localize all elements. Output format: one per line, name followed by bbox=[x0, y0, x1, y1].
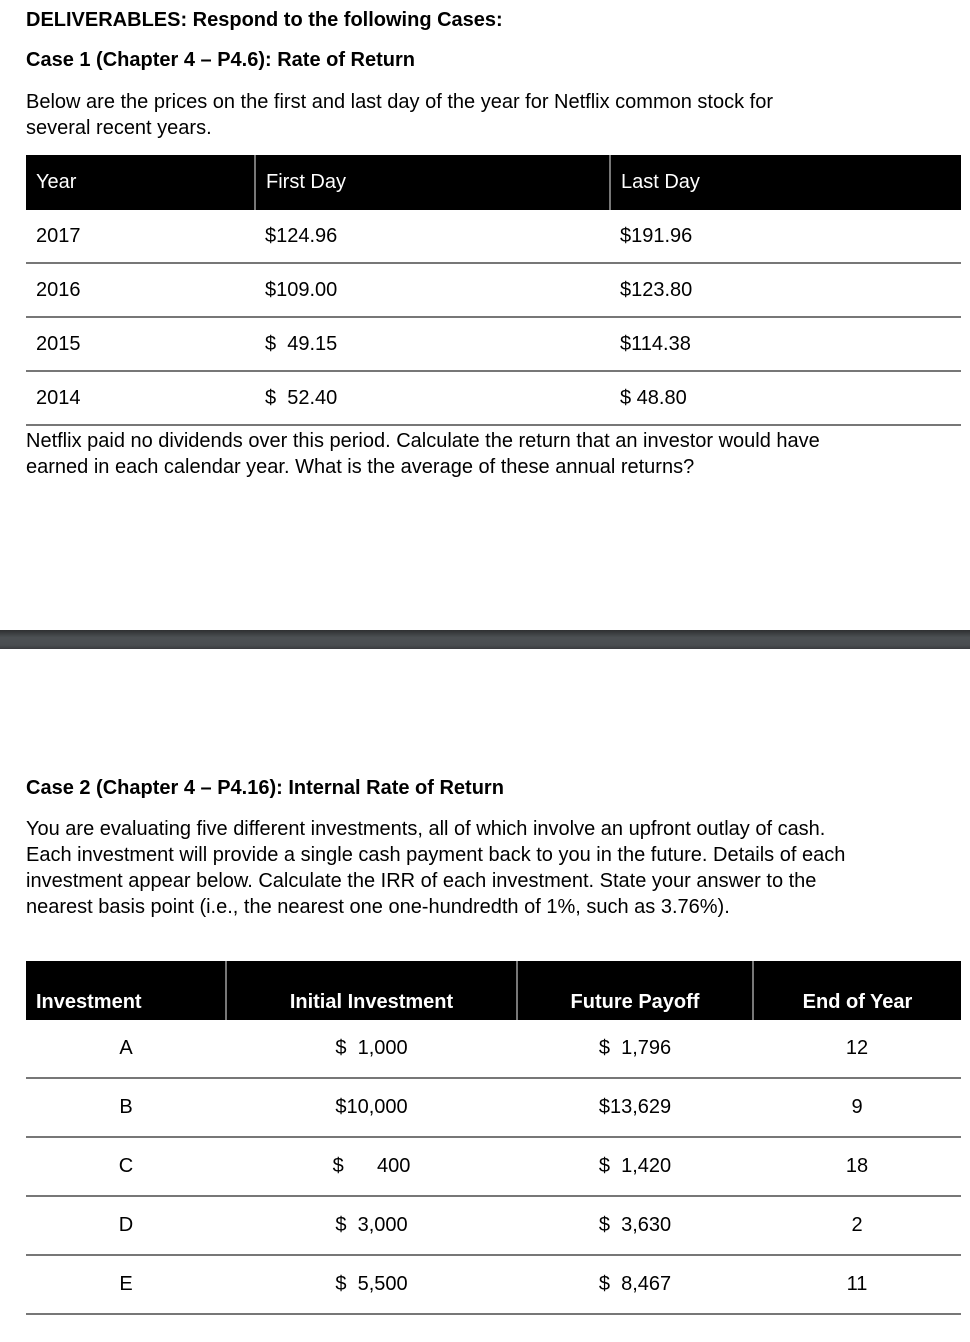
first-day-cell: $109.00 bbox=[255, 263, 610, 317]
future-payoff-cell: $ 1,420 bbox=[517, 1137, 753, 1196]
table-row bbox=[26, 1255, 961, 1314]
header-year: Year bbox=[26, 155, 255, 210]
deliverables-heading: DELIVERABLES: Respond to the following Cases: bbox=[26, 9, 503, 31]
initial-investment-cell: $ 3,000 bbox=[226, 1196, 517, 1255]
year-cell: 2015 bbox=[26, 317, 255, 371]
last-day-cell: $114.38 bbox=[610, 317, 961, 371]
header-first-day: First Day bbox=[255, 155, 610, 210]
initial-investment-cell: $10,000 bbox=[226, 1078, 517, 1137]
case2-investment-table bbox=[26, 961, 961, 1315]
table-row bbox=[26, 1196, 961, 1255]
header-future-payoff: Future Payoff bbox=[517, 961, 753, 1020]
future-payoff-cell: $ 3,630 bbox=[517, 1196, 753, 1255]
year-cell: 2016 bbox=[26, 263, 255, 317]
initial-investment-cell: $ 5,500 bbox=[226, 1255, 517, 1314]
end-of-year-cell: 2 bbox=[753, 1196, 961, 1255]
case2-title: Case 2 (Chapter 4 – P4.16): Internal Rate of Return bbox=[26, 777, 504, 799]
end-of-year-cell: 18 bbox=[753, 1137, 961, 1196]
page-divider bbox=[0, 630, 970, 649]
end-of-year-cell: 11 bbox=[753, 1255, 961, 1314]
end-of-year-cell: 9 bbox=[753, 1078, 961, 1137]
table-row bbox=[26, 1020, 961, 1078]
future-payoff-cell: $13,629 bbox=[517, 1078, 753, 1137]
case1-question: Netflix paid no dividends over this period. Calculate the return that an investor would have earned in each calendar year. What is the average of these annual returns? bbox=[26, 430, 820, 478]
header-last-day: Last Day bbox=[610, 155, 961, 210]
initial-investment-cell: $ 1,000 bbox=[226, 1020, 517, 1078]
last-day-cell: $123.80 bbox=[610, 263, 961, 317]
table-row bbox=[26, 371, 961, 425]
table-row bbox=[26, 210, 961, 263]
table-row bbox=[26, 1137, 961, 1196]
future-payoff-cell: $ 8,467 bbox=[517, 1255, 753, 1314]
table-row bbox=[26, 317, 961, 371]
header-investment: Investment bbox=[26, 961, 226, 1020]
investment-cell: A bbox=[26, 1020, 226, 1078]
last-day-cell: $191.96 bbox=[610, 210, 961, 263]
investment-cell: E bbox=[26, 1255, 226, 1314]
investment-cell: C bbox=[26, 1137, 226, 1196]
first-day-cell: $ 52.40 bbox=[255, 371, 610, 425]
table-row bbox=[26, 1078, 961, 1137]
case2-intro: You are evaluating five different investments, all of which involve an upfront outlay of cash. Each investment will provide a single cash payment back to you in the future. Details of each investment appear below. Calculate the IRR of each investment. State your answer to the nearest basis point (i.e., the nearest one one-hundredth of 1%, such as 3.76%). bbox=[26, 818, 846, 918]
investment-cell: B bbox=[26, 1078, 226, 1137]
case1-title: Case 1 (Chapter 4 – P4.6): Rate of Return bbox=[26, 49, 415, 71]
header-end-of-year: End of Year bbox=[753, 961, 961, 1020]
investment-cell: D bbox=[26, 1196, 226, 1255]
future-payoff-cell: $ 1,796 bbox=[517, 1020, 753, 1078]
initial-investment-cell: $ 400 bbox=[226, 1137, 517, 1196]
year-cell: 2014 bbox=[26, 371, 255, 425]
table-row bbox=[26, 263, 961, 317]
year-cell: 2017 bbox=[26, 210, 255, 263]
last-day-cell: $ 48.80 bbox=[610, 371, 961, 425]
header-initial-investment: Initial Investment bbox=[226, 961, 517, 1020]
first-day-cell: $ 49.15 bbox=[255, 317, 610, 371]
first-day-cell: $124.96 bbox=[255, 210, 610, 263]
case1-intro: Below are the prices on the first and last day of the year for Netflix common stock for several recent years. bbox=[26, 91, 774, 139]
end-of-year-cell: 12 bbox=[753, 1020, 961, 1078]
case1-price-table bbox=[26, 155, 961, 426]
